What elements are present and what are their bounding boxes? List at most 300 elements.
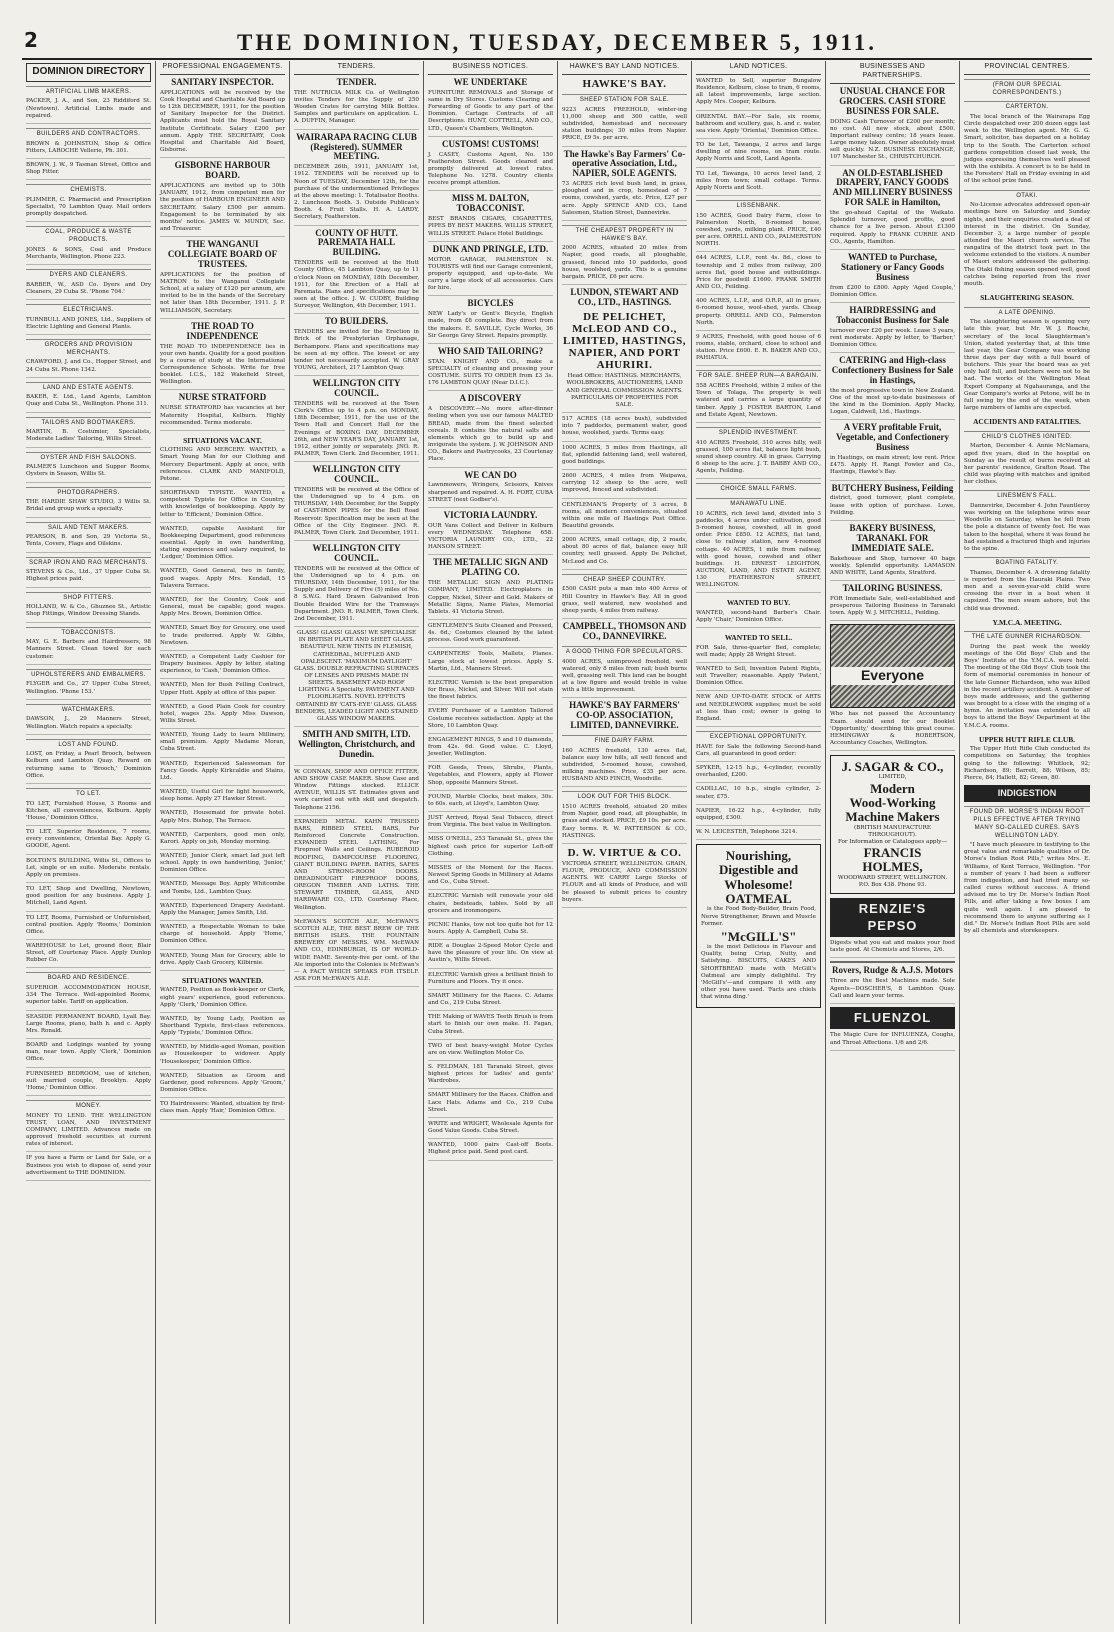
directory-entry: JONES & SONS, Coal and Produce Merchants, Wellington. Phone 223. [26,247,151,265]
sagar-ltd: LIMITED, [878,774,907,781]
directory-section-heading: DYERS AND CLEANERS. [26,269,151,280]
boating-title: BOATING FATALITY. [964,557,1090,568]
hawkes-sub: SHEEP STATION FOR SALE. [562,94,687,105]
professional-ad-title: NURSE STRATFORD [178,392,267,403]
lissenbank-ad: 150 ACRES, Good Dairy Farm, close to Palmerston North, 8-roomed house, cowshed, yards, milking plant. PRICE, £40 per acre. ORRELL AND CO., PALMERSTON NORTH. [696,213,821,253]
directory-entry: MARTIN, B. Costumier, Specialists, Moderate Ladies' Tailoring, Willis Street. [26,429,151,447]
late-text: The slaughtering season is opening very late this year, but Mr. W. J. Roache, secretary of the local Slaughterman's Union, stated yesterday that, at this time last year, the Gear Company was working three days per day with a full board of butchers. This year the board was as yet only half full, and butchers were not to be had. The works of the Wellington Meat Export Company at Ngahauranga, and the Gear Company's works at Petone, will be in full swing by the end of the week, when large numbers of lambs are expected. [964,319,1090,412]
directory-section-heading: WATCHMAKERS. [26,704,151,715]
business-notice: JUST Arrived, Royal Seal Tobacco, direct from Virginia. The best value in Wellington. [428,815,553,833]
vacant-ad: WANTED, Housemaid for private hotel. Apply Mrs. Bishop, The Terrace. [160,810,285,828]
business-sale-text: from £200 to £800. Apply 'Aged Couple,' Dominion Office. [830,284,955,298]
business-notice: TWO of best heavy-weight Motor Cycles are on view. Wellington Motor Co. [428,1043,553,1061]
connan-ad: W. CONNAN, SHOP AND OFFICE FITTER, AND SHOW CASE MAKER. Show Case and Window Fittings stocked. ELLICE AVENUE, WILLIS ST. Estimates given and work carried out with skill and despatch. Telephone 2156. [294,769,419,816]
sagar-ad [830,755,955,894]
business-notice: FOR Geeds, Trees, Shrubs, Plants, Vegetables, and Flowers, apply at Flower Shop, opposite Manners Street. [428,765,553,790]
business-ads [428,78,553,1161]
tender-ad [294,133,419,226]
vacant-ad: WANTED, Good General, two in family, good wages. Apply Mrs. Kendall, 15 Talavera Terrace. [160,568,285,593]
business-sale-ad [830,484,955,521]
vacant-ad: WANTED, a Competent Lady Cashier for Drapery business. Apply by letter, stating experience, to 'Cash,' Dominion Office. [160,654,285,679]
property-ad: CENTLEMAN'S Property of 3 acres, 8 rooms, all modern conveniences, situated within one mile of Hastings Post Office. Beautiful grounds. [562,502,687,535]
pelichet-sub-text: Head Office: HASTINGS. MERCHANTS, WOOLBROKERS, AUCTIONEERS, LAND AND GENERAL COMMISSION AGENTS. PARTICULARS OF PROPERTIES FOR SALE. [566,373,683,408]
column-header: PROFESSIONAL ENGAGEMENTS. [160,61,285,75]
situations-wanted-list [160,987,285,1119]
business-sale-ad [830,356,955,420]
tender-ad-text: TENDERS will be received at the Office of the Undersigned up to 4 p.m. on THURSDAY, 14th December, 1911, for the Supply and Delivery of Five (5) miles of No. 8 S.W.G. Hard Drawn Galvanised Iron Double Braided Wire for the Tramways Department. JNO. R. PALMER, Town Clerk. 2nd December, 1911. [294,565,419,622]
property-ad: 517 ACRES (18 acres bush), subdivided into 7 paddocks, permanent water, good house, woolshed, yards. Terms easy. [562,416,687,441]
acres9-ad: 9 ACRES, Freehold, with good house of 6 rooms, stable, orchard, close to school and station. Price £600. E. R. BAKER AND CO., PAHIATUA. [696,334,821,367]
mcgills-brand: "McGILL'S" [720,928,797,944]
vacant-ad: WANTED, Useful Girl for light housework, sleep home. Apply 27 Hawker Street. [160,789,285,807]
rovers-text: Three are the Best Machines made. Sole Agents—DOSCHER'S, 8 Lambton Quay. Call and learn your terms. [830,978,955,1003]
column-header: LAND NOTICES. [696,61,821,75]
mcgills-text: is the most Delicious in Flavour and Quality, being Crisp, Nutty, and Satisfying. BISCUITS, CAKES AND SHORTBREAD made with McGill's Oatmeal are simply delightful. Try 'McGill's'—and compare it with any other you have used. 'Facts are chiels that winna ding.' [701,944,816,1001]
renzies-text: Digests what you eat and makes your food taste good. At Chemists and Stores, 2/6. [830,940,955,958]
vacant-ad: WANTED, Men for Bush Felling Contract, Upper Hutt. Apply at office of this paper. [160,682,285,700]
hawkes-title: HAWKE'S BAY. [582,77,667,90]
motor-list [696,744,821,840]
bargain-title: FOR SALE. SHEEP RUN—A BARGAIN. [696,370,821,381]
business-ad-text: J. CASEY, Customs Agent, No. 150 Featherston Street. Goods cleared and promptly delivered at lowest rates. Telephone No. 1278. Country clients receive prompt attention. [428,151,553,187]
wanted-sell-ad: NEW AND UP-TO-DATE STOCK of ARTS and NEEDLEWORK supplies; must be sold at less than cost; owner is going to England. [696,694,821,727]
tender-ad-text: TENDERS will be received at the Hutt County Office, 45 Lambton Quay, up to 11 o'clock Noon on MONDAY, 18th December, 1911, for the Erection of a Hall at Paremata. Plans and specifications may be seen at the office. J. W. CUDBY, Building Surveyor, Wellington, 4th December, 1911. [294,260,419,310]
professional-ad-text: APPLICATIONS for the position of MATRON to the Wanganui Collegiate School, at a salary of £120 per annum, are invited to be in the hands of the Secretary not later than 18th December, 1911. J. P. WILLIAMSON, Secretary. [160,271,285,314]
tolet-ad: TO LET, Superior Residence, 7 rooms, every convenience, Oriental Bay. Apply G. GOODE, Agent. [26,829,151,854]
property-ad: 2000 ACRES, small cottage, dip, 2 roads, about 80 acres of flat, balance easy hill country, well grassed. Apply De Pelichet, McLeod and Co. [562,537,687,570]
cheap-country-ad: £500 CASH puts a man into 400 Acres of Hill Country in Hawke's Bay. All in good grass, well watered, new woolshed and sheep yards, 4 miles from railway. [562,586,687,619]
business-notice: FOUND, Marble Clocks, best makes, 30s. to 60s. each, at Lloyd's, Lambton Quay. [428,794,553,812]
property-list [562,416,687,570]
business-sale-title: CATERING and High-class Confectionery Business for Sale in Hastings, [831,355,954,385]
manawatu-ad: 10 ACRES, rich level land, divided into 3 paddocks, 4 acres under cultivation, good 5-roomed house, cowshed, all in good order. Price £850. 12 ACRES, flat land, close to railway station, new 4-roomed cottage. 40 ACRES, 1 mile from railway, with good house, cowshed and other buildings. H. ERNEST LEIGHTON, AUCTION, LAND, AND ESTATE AGENT, 130 FEATHERSTON STREET, WELLINGTON. [696,511,821,594]
board-ad: FURNISHED BEDROOM, use of kitchen, suit married couple, Brooklyn. Apply 'Home,' Dominion Office. [26,1071,151,1096]
column-professional [156,61,290,1624]
sagar-british: (BRITISH MANUFACTURE THROUGHOUT). [854,824,931,838]
business-notice: MISSES of the Moment for the Races. Newest Spring Goods in Millinery at Adams and Co., Cuba Street. [428,865,553,890]
directory-entry: BAKER, E. Ltd., Land Agents, Lambton Quay and Cuba St., Wellington. Phone 311. [26,394,151,412]
motor-ad: HAVE for Sale the following Second-hand Cars, all guaranteed in good order: [696,744,821,762]
vacant-ad: WANTED, Smart Boy for Grocery, one used to trade preferred. Apply W. Gibbs, Newtown. [160,625,285,650]
splendid-title: SPLENDID INVESTMENT. [696,427,821,438]
campbell-thomson: CAMPBELL, THOMSON AND CO., DANNEVIRKE. [562,621,687,641]
otaki-text: No-License advocates addressed open-air meetings here on Saturday and Sunday nights, and their enquiries created a deal of interest in the district. On Sunday, December 3, a large number of people attended the Maori church service. The rangatira of the district took part in the welcome extended to the visitors. A number of Maori orators addressed the gathering. The Otaki fishing season opened well, good catches being reported from the river mouth. [964,202,1090,287]
business-ad-text: A DISCOVERY.—No more after-dinner feeling when you use our famous MALTED BREAD, made from the finest selected cereals. It contains the natural salts and elements which go to build up and invigorate the system. J. W. JOHNSON AND CO., Bakers and Pastrycooks, 23 Courtenay Place. [428,406,553,463]
board-ad: SEASIDE PERMANENT BOARD, Lyall Bay. Large Rooms, piano, bath h. and c. Apply Mrs. Ronald. [26,1014,151,1039]
directory-entry: PEARSON, B. and Son, 29 Victoria St., Tents, Covers, Flags and Oilskins. [26,534,151,552]
linesman-text: Dannevirke, December 4. John Fauntleroy was working on the telephone wires near Woodville on Saturday, when he fell from the pole a distance of twenty feet. He was taken to the hospital, where it was found he had sustained a fractured thigh and injuries to the spine. [964,503,1090,552]
directory-sections [26,86,151,735]
vacant-ad: WANTED, Young Lady to learn Millinery, small premium. Apply Madame Moran, Cuba Street. [160,732,285,757]
ymca-title: Y.M.C.A. MEETING. [992,617,1062,627]
business-notice: ENGAGEMENT RINGS, 5 and 10 diamonds, from 42s. 6d. Good value. C. Lloyd, Jeweller, Wellington. [428,737,553,762]
choice-title: CHOICE SMALL FARMS. [696,483,821,494]
directory-section-heading: TOBACCONISTS. [26,627,151,638]
tender-ad-title: WELLINGTON CITY COUNCIL. [312,543,401,563]
business-notice: THE Making of WAVES Teeth Brush is from start to finish our own make. H. Fagan, Cuba Street. [428,1014,553,1039]
glass-ad [294,630,419,727]
lundon-stewart: LUNDON, STEWART AND CO., LTD., HASTINGS. [570,287,679,307]
directory-section-heading: OYSTER AND FISH SALOONS. [26,452,151,463]
business-ad-title: BICYCLES [467,298,514,309]
sagar-name: J. SAGAR & CO., [841,759,944,775]
tender-ads [294,78,419,627]
column-header: BUSINESSES AND PARTNERSHIPS. [830,61,955,84]
lissenbank-title: LISSENBANK. [696,200,821,211]
farmers-dannevirke: HAWKE'S BAY FARMERS' CO-OP. ASSOCIATION, LIMITED, DANNEVIRKE. [569,700,680,731]
business-sale-ad [830,87,955,166]
acres73-ad: 73 ACRES rich level bush land, in grass, ploughed and in crop, homestead of 7 rooms, cowshed, yards, etc. Price, £27 per acre. Apply SPENCE AND CO., Land Salesmen, Station Street, Dannevirke. [562,181,687,221]
vacant-ad: WANTED, Experienced Saleswoman for Fancy Goods. Apply Kirkcaldie and Stains, Ltd. [160,761,285,786]
directory-entry: DAWSON, J., 29 Manners Street, Wellington. Watch repairs a specialty. [26,716,151,734]
otaki-title: OTAKI. [964,190,1090,201]
tender-ad-title: WELLINGTON CITY COUNCIL. [312,464,401,485]
directory-entry: BROWN & JOHNSTON, Shop & Office Fitters, LAROCHE Vellerie, Ph. 301. [26,141,151,159]
tender-ad [294,544,419,627]
vacant-ad: WANTED, Young Man for Grocery, able to drive. Apply Cash Grocery, Kilbirnie. [160,953,285,971]
fluenzol-text: The Magic Cure for INFLUENZA, Coughs, and Throat Affections. 1/6 and 2/6. [830,1032,955,1050]
column-directory [22,61,156,1624]
wanted-sell-title: WANTED TO SELL. [724,633,793,643]
tender-ad-text: TENDERS are invited for the Erection in Brick of the Presbyterian Orphanage, Berhampore. Plans and specifications may be seen at my office. The lowest or any tender not necessarily accepted. W. GRAY YOUNG, Architect, 217 Lambton Quay. [294,329,419,371]
vacant-ad: WANTED, Experienced Drapery Assistant. Apply the Manager, James Smith, Ltd. [160,903,285,921]
sagar-wood: Wood-Working Machine Makers [845,794,940,825]
directory-section-heading: ELECTRICIANS. [26,304,151,315]
directory-section-heading: GROCERS AND PROVISION MERCHANTS. [26,339,151,357]
professional-ad-text: NURSE STRATFORD has vacancies at her Maternity Hospital, Kelburn. Highly recommended. Terms moderate. [160,405,285,426]
tender-ad-title: COUNTY OF HUTT. PAREMATA HALL BUILDING. [315,227,398,258]
business-sale-ad [830,306,955,353]
business-notice: RIDE a Douglas 2-Speed Motor Cycle and have the pleasure of your life. On view at Austin's, Willis Street. [428,943,553,968]
business-ad [428,347,553,392]
directory-entry: THE HARDIE SHAW STUDIO, 3 Willis St. Bridal and group work a specialty. [26,499,151,517]
business-sale-title: UNUSUAL CHANCE FOR GROCERS. CASH STORE BUSINESS FOR SALE. [839,85,946,116]
page-number: 2 [24,28,38,52]
tolet-list [26,801,151,969]
directory-section-heading: SCRAP IRON AND RAG MERCHANTS. [26,557,151,568]
land-ad: ORIENTAL BAY.—For Sale, six rooms, bathroom and scullery, gas, h. and c. water, sea view. Apply 'Oriental,' Dominion Office. [696,114,821,139]
vacant-ad: WANTED, a Good Plain Cook for country hotel, wages 25s. Apply Miss Dawson, Willis Street. [160,704,285,729]
tender-ad-text: DECEMBER 26th, 1911, JANUARY 1st, 1912. TENDERS will be received up to Noon of TUESDAY, December 12th, for the purchase of the undermentioned Privileges at the above meeting: 1. Totalisator Booths. 2. Luncheon Booth. 3. Outside Publican's Booth. 4. Fruit Stalls. H. A. LARDY, Secretary, Featherston. [294,164,419,221]
business-sale-text: district, good turnover, plant complete, lease with option of purchase. Lowe, Feilding. [830,495,955,516]
business-sale-title: BAKERY BUSINESS, TARANAKI. FOR IMMEDIATE SALE. [849,522,936,553]
splendid-ad: 410 ACRES Freehold, 310 acres hilly, well grassed, 100 acres flat, balance light bush, sound sheep country. All in grass. Carrying 6 sheep to the acre. J. T. BABBY AND CO., Agents, Feilding. [696,440,821,480]
manawatu-title: MANAWATU LINE. [696,498,821,509]
vacant-ad: WANTED, Message Boy. Apply Whitcombe and Tombs, Ltd., Lambton Quay. [160,881,285,899]
professional-ad [160,322,285,391]
directory-section-heading: LAND AND ESTATE AGENTS. [26,382,151,393]
directory-entry: BARBER, W., ASD Co. Dyers and Dry Cleaners, 29 Cuba St. 'Phone 704.' [26,282,151,300]
business-sale-ad [830,169,955,250]
tender-ad [294,465,419,541]
business-partnership-ads [830,87,955,621]
business-ad-text: BEST BRANDS CIGARS, CIGARETTES, PIPES BY BEST MAKERS. WILLIS STREET, WILLIS STREET. Palace Hotel Buildings. [428,216,553,237]
business-ad [428,511,553,556]
business-ad-title: DUNK AND PRINGLE, LTD. [432,243,549,254]
directory-section-heading: UPHOLSTERERS AND EMBALMERS. [26,669,151,680]
directory-section-heading: PHOTOGRAPHERS. [26,487,151,498]
business-sale-title: BUTCHERY Business, Feilding [831,482,954,493]
tender-ad-text: TENDERS will be received at the Office of the Undersigned up to 4 p.m. on THURSDAY, 14th December, for the Supply of CAST-IRON PIPES for the Bell Road Reservoir. Specification may be seen at the Office of the City Engineer. JNO. R. PALMER, Town Clerk. 2nd December, 1911. [294,486,419,536]
directory-section-heading: SAIL AND TENT MAKERS. [26,522,151,533]
vacant-ad: WANTED, a Respectable Woman to take charge of household. Apply 'Home,' Dominion Office. [160,924,285,949]
tender-ad [294,229,419,315]
smith-ad [294,730,419,766]
provincial-sub: (FROM OUR SPECIAL CORRESPONDENTS.) [964,79,1090,97]
business-sale-title: HAIRDRESSING and Tobacconist Business for Sale [836,304,949,325]
business-sale-text: DOING Cash Turnover of £200 per month; no cost. All new stock, about £500. Important railway centre; 18 years lease. Large money taken. Owner absolutely must sell quickly. N.Z. BUSINESS EXCHANGE, 107 Manchester St., CHRISTCHURCH. [830,118,955,161]
business-notice: CARPENTERS' Tools, Mallets, Planes. Large stock at lowest prices. Apply S. Martin, Ltd., Manners Street. [428,651,553,676]
column-land-notices [692,61,826,1624]
business-ad-title: VICTORIA LAUNDRY. [443,509,538,520]
everyone-text: Everyone [831,667,954,685]
tender-ad-text: TENDERS will be received at the Town Clerk's Office up to 4 p.m. on MONDAY, 18th December, 1911, for the use of the Town Hall and Concert Hall for the Evenings of BOXING DAY, DECEMBER 26th, and NEW YEAR'S DAY, JANUARY 1st, 1912, either jointly or separately. JNO. R. PALMER, Town Clerk. 2nd December, 1911. [294,400,419,458]
farmers-cooperative: The Hawke's Bay Farmers' Co-operative Association, Ltd., NAPIER, SOLE AGENTS. [563,148,686,179]
business-ad-text: THE METALLIC SIGN AND PLATING COMPANY, LIMITED. Electroplaters in Copper, Nickel, Silver and Gold. Makers of Metallic Signs, Name Plates, Memorial Tablets. 41 Victoria Street. [428,580,553,615]
professional-ad-title: SANITARY INSPECTOR. [171,76,274,87]
vacant-ad: SHORTHAND TYPISTE. WANTED, a competent Typiste for Office in Country, with knowledge of bookkeeping. Apply by letter to 'Efficient,' Dominion Office. [160,490,285,523]
indigestion-text: "I have much pleasure in testifying to the great value and remarkable qualities of Dr. Morse's Indian Root Pills," writes Mrs. E. Williams, of Kent Terrace, Wellington. "For a number of years I had been a sufferer from indigestion, and had tried many so-called cures without success. A friend advised me to try Dr. Morse's Indian Root Pills, and after taking a few boxes I am quite well again. I am pleased to recommend them to anyone suffering as I did." Dr. Morse's Indian Root Pills are sold by all chemists and storekeepers. [964,842,1090,935]
upper-hutt-text: The Upper Hutt Rifle Club conducted its competitions on Saturday, the trophies going to the following: Whitlock, 92; Richardson, 89; Barrett, 88; Wilson, 85; Pierce, 84; Hallett, 82; Green, 80. [964,746,1090,781]
business-notice: ELECTRIC Varnish is the best preparation for Brass, Nickel, and Silver. Will not stain the finest fabrics. [428,680,553,705]
business-ad-title: WHO SAID TAILORING? [437,345,544,356]
vacant-ad: CLOTHING AND MERCERY. WANTED, a Smart Young Man for our Clothing and Mercery Department. Apply at once, with references. CLARK AND MANIFOLD, Petone. [160,447,285,487]
business-ad-text: FURNITURE REMOVALS and Storage of same in Dry Stores. Customs Clearing and Forwarding of Goods to any part of the Dominion. Cartage Contracts of all Descriptions. HUNT, COTTRELL, AND CO., LTD., Queen's Chambers, Wellington. [428,89,553,132]
masthead-rule [22,58,1092,60]
expanded-metal-ad: EXPANDED METAL KAHN TRUSSED BARS, RIBBED STEEL BARS, For Reinforced Concrete Construction. EXPANDED STEEL LATHING, For Fireproof Walls and Ceilings. RUBEROID ROOFING, DAMPCOURSE FLOORING, GIANT BUILDING PAPER. BATHS, SAFES AND STRONG-ROOM DOORS. DREADNOUGHT FIREPROOF DOORS, OREGON TIMBER AND LATHS. THE STEWART TIMBER, GLASS, AND HARDWARE CO., LTD. Courtenay Place, Wellington. [294,819,419,916]
cheapest-title: THE CHEAPEST PROPERTY IN HAWKE'S BAY. [562,225,687,243]
business-ad [428,558,553,620]
board-heading: BOARD AND RESIDENCE. [26,972,151,983]
oatmeal-text: is the Food Body-Builder, Brain Food, Nerve Strengthener, Brawn and Muscle Former. [701,906,816,927]
business-ad [428,140,553,192]
acres644-ad: 644 ACRES, L.I.P., rent 4s. 8d., close to township and 2 miles from railway, 200 acres flat, good house and outbuildings. Price for goodwill £1600. FRANK SMITH AND CO., Feilding. [696,255,821,295]
column-hawkes-bay [558,61,692,1624]
lookout-ad: 1510 ACRES freehold, situated 20 miles from Napier, good road, all ploughable, in grass and stocked. PRICE, £9 10s. per acre. Easy terms. R. W. PATTERSON & CO., HASTINGS. [562,804,687,844]
child-text: Marton, December 4. Annie McNamara, aged five years, died in the hospital on Sunday as the result of burns received at her parents' residence, Grafton Road. The child was playing with matches and ignited her clothes. [964,443,1090,486]
wanted-ad: WANTED, Situation as Groom and Gardener, good references. Apply 'Groom,' Dominion Office. [160,1073,285,1098]
lost-heading: LOST AND FOUND. [26,739,151,750]
gunner-text: During the past week the weekly meetings of the Old Boys' Club and the Boys' Institute of the Y.M.C.A. were held. The meeting of the Old Boys' Club took the form of memorial ceremonies in honour of the late Gunner Richardson, who was killed in the recent artillery accident. A number of boys made addresses, and the gathering was brought to a close with the singing of a hymn. An invitation was extended to all boys to attend the Boys' Department at the Y.M.C.A. rooms. [964,643,1090,729]
column-header: TENDERS. [294,61,419,75]
business-sale-ad [830,253,955,303]
holmes-box: P.O. Box 438. Phone 93. [858,881,927,888]
business-ad-title: THE METALLIC SIGN AND PLATING CO. [432,557,549,578]
oatmeal-head: Nourishing, Digestible and Wholesome! OATMEAL [718,848,799,907]
board-ad: BOARD and Lodgings wanted by young man, near town. Apply 'Clerk,' Dominion Office. [26,1042,151,1067]
wanted-ad: WANTED, Position as Book-keeper or Clerk, eight years' experience, good references. Apply 'Clerk,' Dominion Office. [160,987,285,1012]
business-ad-text: STAN. KNIGHT AND CO., make a SPECIALTY of cleaning and pressing your COSTUME. SUITS TO ORDER from £3 3s. 176 LAMBTON QUAY (Near D.I.C.). [428,358,553,387]
vacant-ad: WANTED, Carpenters, good men only, Karori. Apply on job, Monday morning. [160,832,285,850]
business-ad [428,194,553,241]
tender-ad [294,379,419,462]
sagar-info: For Information or Catalogues apply— [837,838,948,845]
directory-section-heading: COAL, PRODUCE & WASTE PRODUCTS. [26,226,151,244]
dairy-ad: 160 ACRES freehold, 130 acres flat, balance easy low hills, all well fenced and subdivided, 5-roomed house, cowshed, milking machines. Price, £35 per acre. HUSBAND AND FINCH, Woodville. [562,748,687,788]
board-list [26,985,151,1096]
directory-entry: MAY, G. E. Barbers and Hairdressers, 98 Manners Street. Clean towel for each customer. [26,639,151,664]
business-ad-title: CUSTOMS! CUSTOMS! [442,138,539,149]
motor-ad: CADILLAC, 10 h.p., single cylinder, 2-seater, £75. [696,786,821,804]
virtue-ad: VICTORIA STREET, WELLINGTON. GRAIN, FLOUR, PRODUCE, AND COMMISSION AGENTS. WE CARRY Large Stocks of FLOUR and all kinds of Produce, and will be pleased to submit prices to country buyers. [562,861,687,908]
business-notice: SMART Millinery for the Races. C. Adams and Co., 219 Cuba Street. [428,993,553,1011]
money-ad: MONEY TO LEND. THE WELLINGTON TRUST, LOAN, AND INVESTMENT COMPANY, LIMITED. Advances made on approved freehold securities at current rates of interest. [26,1113,151,1153]
business-notice: S. FELDMAN, 181 Taranaki Street, gives highest prices for ladies' and gents' Wardrobes. [428,1064,553,1089]
directory-section-heading: ARTIFICIAL LIMB MAKERS. [26,86,151,97]
tolet-ad: TO LET, Shop and Dwelling, Newtown, good position for any business. Apply J. Mitchell, Land Agent. [26,886,151,911]
land-ad: TO be Let, Tawanga, 2 acres and large dwelling of nine rooms, on tram route. Apply Norris and Scott, Land Agents. [696,142,821,167]
business-ad-title: WE CAN DO [464,469,517,480]
hawkes-station-ad: 9223 ACRES FREEHOLD, winter-ing 11,000 sheep and 300 cattle, well subdivided, homestead and necessary station buildings; 30 miles from Napier. PRICE, £9 5s. per acre. [562,107,687,147]
business-sale-text: FOR Immediate Sale, well-established and prosperous Tailoring Business in Taranaki town. Apply W. J. MITCHELL, Feilding. [830,595,955,617]
directory-entry: FLYGER and Co., 27 Upper Cuba Street, Wellington. 'Phone 153.' [26,681,151,699]
bargain-ad: 558 ACRES Freehold, within 2 miles of the Town of Tolaga, The property is well watered and carries a large quantity of timber. Apply J. FOSTER BARTON, Land and Estate Agent, Newtown. [696,383,821,423]
wanted-buy-title: WANTED TO BUY. [726,598,791,608]
wanted-sell-ad: FOR Sale, three-quarter Bed, complete; well made; Apply 28 Wright Street. [696,645,821,663]
wanted-ad: TO Hairdressers: Wanted, situation by first-class man. Apply 'Hair,' Dominion Office. [160,1101,285,1119]
land-ad: TO Let, Tawanga, 10 acres level land, 2 miles from town; small cottage. Terms. Apply Norris and Scott. [696,171,821,196]
speculators-ad: 4000 ACRES, unimproved freehold, well watered, only 8 miles from rail; bush burns well, grassing well. This land can be bought at a low figure and would treble in value with a little improvement. [562,659,687,699]
professional-ad [160,393,285,430]
business-sale-title: WANTED to Purchase, Stationery or Fancy Goods Business [840,251,945,282]
business-sale-text: in Hastings, on main street; low rent. Price £475. Apply H. Rangi Fowler and Co., Hastings, Hawke's Bay. [830,455,955,476]
professional-ad-text: APPLICATIONS are invited up to 30th JANUARY, 1912, from competent men for the position of HARBOUR ENGINEER AND SECRETARY. Salary £500 per annum. Engagement to be terminated by six months' notice. JAMES W. MUNDY, Sec. and Treasurer. [160,183,285,232]
newspaper-title: THE DOMINION, TUESDAY, DECEMBER 5, 1911. [237,30,877,55]
business-ad [428,78,553,137]
renzies-banner: RENZIE'S PEPSO [830,898,955,937]
business-ad-title: MISS M. DALTON, TOBACCONIST. [451,193,530,214]
business-sale-title: AN OLD-ESTABLISHED DRAPERY, FANCY GOODS AND MILLINERY BUSINESS FOR SALE in Hamilton, [832,167,953,208]
business-sale-title: A VERY profitable Fruit, Vegetable, and Confectionery Business [836,422,949,453]
directory-entry: TURNBULL AND JONES, Ltd., Suppliers of Electric Lighting and General Plants. [26,317,151,335]
business-ad-text: NEW Lady's or Gent's Bicycle, English made, from £8 complete. Buy direct from the makers. E. SAVILLE, Cycle Works, 36 Sir George Grey Street. Repairs promptly. [428,311,553,339]
slaughter-title: SLAUGHTERING SEASON. [980,293,1074,303]
directory-section-heading: SHOP FITTERS. [26,592,151,603]
lookout-title: LOOK OUT FOR THIS BLOCK. [562,791,687,802]
directory-entry: PALMER'S Luncheon and Supper Rooms, Oysters in Season, Willis St. [26,464,151,482]
business-ad-title: WE UNDERTAKE [453,76,528,87]
mcewan-ad: McEWAN'S SCOTCH ALE, McEWAN'S SCOTCH ALE, THE BEST BREW OF THE BRITISH ISLES. THE FOUNTAIN BREWERY OF MESSRS. WM. McEWAN AND CO., EDINBURGH, IS OF WORLD-WIDE FAME. Seventy-five per cent. of the Ale imported into the Colonies is McEwan's — A FACT WHICH SPEAKS FOR ITSELF. ASK FOR McEWAN'S ALE. [294,919,419,987]
tender-ad-title: TO BUILDERS. [324,316,389,327]
lost-ad: LOST, on Friday, a Pearl Brooch, between Kelburn and Lambton Quay. Reward on returning same to 'Brooch,' Dominion Office. [26,751,151,784]
indigestion-sub: FOUND DR. MORSE'S INDIAN ROOT PILLS EFFECTIVE AFTER TRYING MANY SO-CALLED CURES. SAYS WELLINGTON LADY. [964,806,1090,840]
tolet-ad: BOLTON'S BUILDING, Willis St., Offices to Let, single or en suite. Moderate rentals. Apply on premises. [26,858,151,883]
directory-section-heading: TAILORS AND BOOTMAKERS. [26,417,151,428]
carterton-text: The local branch of the Wairarapa Egg Circle despatched over 200 dozen eggs last week to the Wellington agent. Mr. G. G. Smart, solicitor, has departed on a holiday trip to the South. The Carterton school gardens competition closed last week, the judges expressing themselves well pleased with the exhibits. A concert is to be held in the Foresters' Hall on Friday evening in aid of the school prize fund. [964,113,1090,185]
column-tenders [290,61,424,1624]
column-businesses [826,61,960,1624]
business-sale-ad [830,423,955,480]
child-title: CHILD'S CLOTHES IGNITED. [964,431,1090,442]
business-ad-text: Lawnmowers, Wringers, Scissors, Knives sharpened and repaired. A. H. FORT, CUBA STREET (next Godber's). [428,482,553,503]
acres400-ad: 400 ACRES, L.I.P., and O.R.P., all in grass, 6-roomed house, wool-shed, yards. Cheap property. ORRELL AND CO., Palmerston North. [696,298,821,331]
property-ad: 2600 ACRES, 4 miles from Waipawa, carrying 12 sheep to the acre, well improved, fenced and subdivided. [562,473,687,498]
business-sale-ad [830,524,955,581]
pelichet-sub [562,373,687,413]
business-notice: WRITE and WRIGHT, Wholesale Agents for Good Value Goods. Cuba Street. [428,1121,553,1139]
boating-text: Thames, December 4. A drowning fatality is reported from the Hauraki Plains. Two men and a seven-year-old child were crossing the river in a boat when it capsized. The men swam ashore, but the child was drowned. [964,569,1090,612]
wanted-sell-ad: WANTED to Sell, Invention Patent Rights, suit Traveller; reasonable. Apply 'Patent,' Dominion Office. [696,666,821,691]
money-heading: MONEY. [26,1100,151,1111]
motor-ad: W. N. LEICESTER, Telephone 3214. [696,829,821,840]
land-ad: WANTED to Sell, superior Bungalow Residence, Kelburn, close to tram, 6 rooms, all latest improvements, large section. Apply Mrs. Cooper, Kelburn. [696,78,821,111]
page-columns [22,61,1094,1624]
vacant-ad: WANTED, capable Assistant for Bookkeeping Department, good references essential. Apply in own handwriting, stating experience and salary required, to 'Ledger,' Dominion Office. [160,526,285,566]
property-ad: 1000 ACRES, 5 miles from Hastings, all flat, splendid fattening land, well watered, good buildings. [562,445,687,470]
directory-entry: CRAWFORD, J. and Co., Hopper Street, and 24 Cuba St. Phone 1342. [26,359,151,377]
business-ad-text: OUR Vans Collect and Deliver in Kelburn every WEDNESDAY. Telephone 658. VICTORIA LAUNDRY CO., LTD., 22 HANSON STREET. [428,522,553,551]
fluenzol-banner: FLUENZOL [830,1007,955,1030]
business-ad-title: A DISCOVERY [459,393,522,404]
linesman-title: LINESMEN'S FALL. [964,490,1090,501]
directory-entry: STEVENS & Co., Ltd., 37 Upper Cuba St. Highest prices paid. [26,569,151,587]
professional-ads [160,78,285,431]
cheapest-ad: 2000 ACRES, situated 20 miles from Napier, good roads, all ploughable, grassed, fenced into 10 paddocks, good house, woolshed, yards. This is a genuine bargain. PRICE, £6 per acre. [562,245,687,285]
glass-text: GLASS! GLASS! GLASS! WE SPECIALISE IN BRITISH PLATE AND SHEET GLASS. BEAUTIFUL NEW TINTS IN FLEMISH, CATHEDRAL, MUFFLED AND OPALESCENT. 'MAXIMUM DAYLIGHT' GLASS. DOUBLE REFRACTING SURFACES OF LENSES AND PRISMS MADE IN SHEETS. BASEMENT AND ROOF LIGHTING A Specialty. PAVEMENT AND FLOORLIGHTS. NOVEL EFFECTS OBTAINED BY 'CATS-EYE' GLASS. GLASS BENDERS, LEADED LIGHT AND STAINED GLASS WINDOW MAKERS. [294,630,419,722]
professional-ad-title: THE WANGANUI COLLEGIATE BOARD OF TRUSTEES. [167,239,278,269]
business-notice: MISS O'NEILL, 253 Taranaki St., gives the highest cash price for superior Left-off Clothing. [428,836,553,861]
everyone-illustration [830,624,955,708]
gunner-title: THE LATE GUNNER RICHARDSON. [964,631,1090,642]
smith-text: SMITH AND SMITH, LTD. Wellington, Christchurch, and Dunedin. [298,729,415,759]
indigestion-banner: INDIGESTION [964,785,1090,803]
business-ad [428,245,553,297]
directory-entry: PLIMMER, C. Pharmacist and Prescription Specialist, 70 Lambton Quay. Mail orders promptly despatched. [26,197,151,222]
late-title: A LATE OPENING. [964,307,1090,318]
upper-hutt-title: UPPER HUTT RIFLE CLUB. [979,734,1075,744]
holmes-addr: WOODWARD STREET, WELLINGTON. [837,874,948,881]
tolet-ad: TO LET, Furnished House, 3 Rooms and Kitchen, all conveniences, Kelburn. Apply 'House,' Dominion Office. [26,801,151,826]
business-ad [428,471,553,508]
business-notice: WANTED, 1000 pairs Cast-off Boots. Highest price paid. Send post card. [428,1142,553,1160]
speculators-title: A GOOD THING FOR SPECULATORS. [562,646,687,657]
column-header: BUSINESS NOTICES. [428,61,553,75]
business-sale-ad [830,584,955,621]
business-sale-title: TAILORING BUSINESS. [842,583,943,594]
business-sale-text: the go-ahead Capital of the Waikato. Splendid turnover, good profits, good chance for a live person. About £1300 required. Apply to FRANK CURRIE AND CO., Agents, Hamilton. [830,210,955,245]
directory-entry: PACKER, J. A., and Son, 23 Riddiford St. (Newtown). Artificial Limbs made and repaired. [26,98,151,123]
business-notice: PICNIC Hanks, tow not too quite hot for 12 hours. Apply A. Campbell, Cuba St. [428,922,553,940]
tolet-ad: WAREHOUSE to Let, ground floor, Blair Street, off Courtenay Place. Apply Dunlop Rubber Co. [26,943,151,968]
column-business-notices [424,61,558,1624]
professional-ad-title: THE ROAD TO INDEPENDENCE [186,320,259,341]
situations-wanted-heading: SITUATIONS WANTED. [181,975,264,985]
virtue-title: D. W. VIRTUE & CO. [567,846,682,859]
masthead [0,0,1114,58]
wanted-ad: WANTED, by Young Lady, Position as Shorthand Typiste, first-class references. Apply 'Typiste,' Dominion Office. [160,1016,285,1041]
directory-section-heading: BUILDERS AND CONTRACTORS. [26,128,151,139]
business-notice: SMART Millinery for the Races. Chiffon and Lace Hats. Adams and Co., 219 Cuba Street. [428,1092,553,1117]
column-header: HAWKE'S BAY LAND NOTICES. [562,61,687,75]
business-sale-text: turnover over £20 per week. Lease 3 years, rent moderate. Apply by letter, to 'Barber,' Dominion Office. [830,327,955,348]
wanted-sell-list [696,645,821,727]
vacant-ad: WANTED, Junior Clerk, smart lad just left school. Apply in own handwriting, 'Junior,' Dominion Office. [160,853,285,878]
cheap-country-title: CHEAP SHEEP COUNTRY. [562,574,687,585]
tolet-ad: TO LET, Rooms, Furnished or Unfurnished, central position. Apply 'Rooms,' Dominion Office. [26,915,151,940]
rovers-title: Rovers, Rudge & A.J.S. Motors [832,965,953,976]
situations-vacant-list [160,447,285,971]
professional-ad-title: GISBORNE HARBOUR BOARD. [174,160,271,181]
business-sale-text: the most progressive town in New Zealand. One of the most up-to-date businesses of the kind in the Dominion. Apply Macky, Logan, Caldwell, Ltd., Hastings. [830,387,955,416]
directory-title: DOMINION DIRECTORY [26,63,151,82]
situations-vacant-heading: SITUATIONS VACANT. [183,435,262,445]
business-notice: GENTLEMEN'S Suits Cleaned and Pressed, 4s. 6d.; Costumes cleaned by the latest process. Good work guaranteed. [428,623,553,648]
business-sale-text: Bakehouse and Shop, turnover 40 bags weekly. Splendid opportunity. LAMASON AND WHITE, Land Agents, Stratford. [830,555,955,576]
business-notice: ELECTRIC Varnish gives a brilliant finish to Furniture and Floors. Try it once. [428,972,553,990]
professional-ad [160,78,285,158]
footer-ad: IF you have a Farm or Land for Sale, or a Business you wish to dispose of, send your advertisement to THE DOMINION. [26,1155,151,1180]
oatmeal-ad [696,844,821,1008]
